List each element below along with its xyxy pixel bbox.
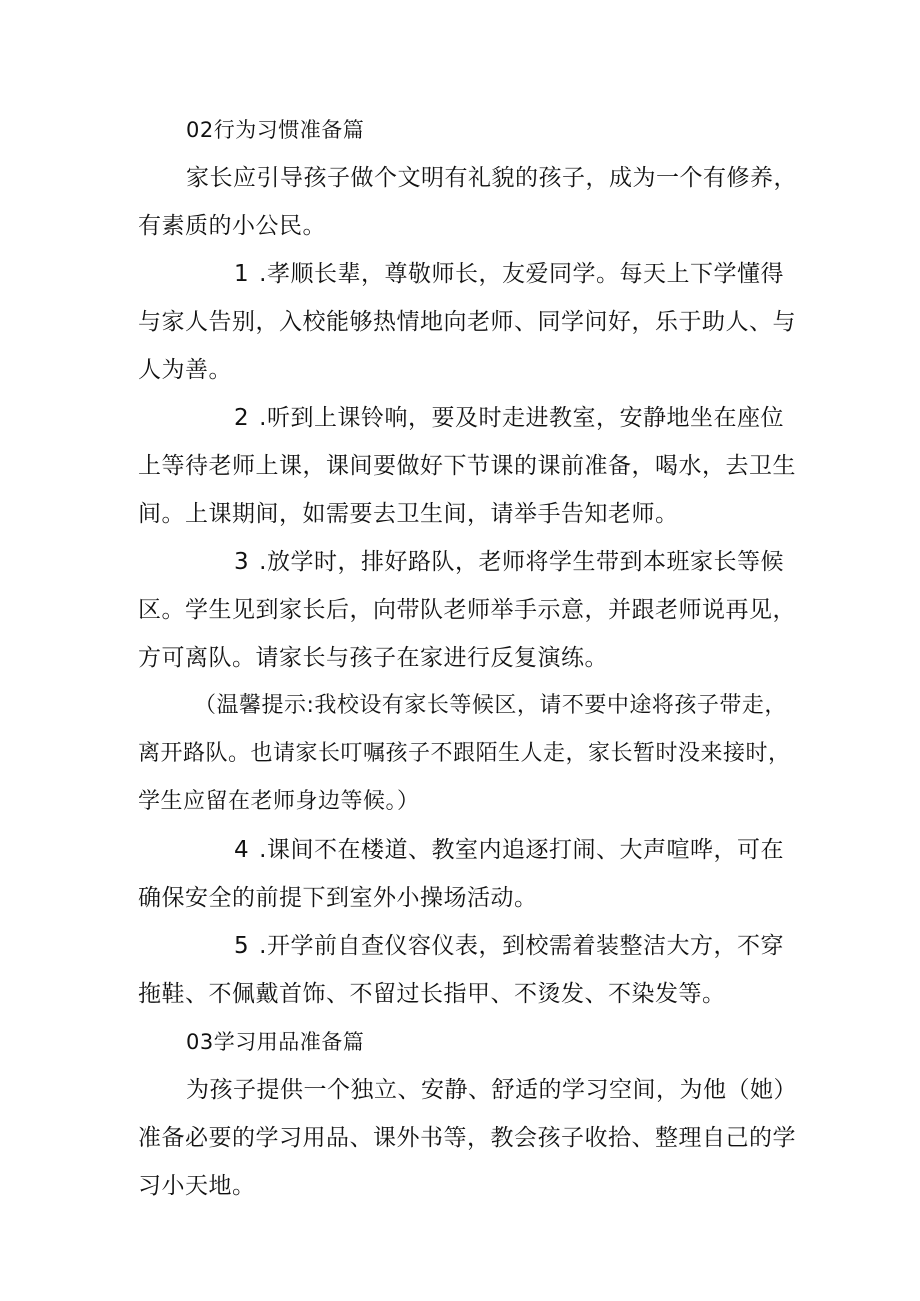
list-item-number: 5 [234, 933, 250, 959]
reminder-note: （温馨提示:我校设有家长等候区，请不要中途将孩子带走，离开路队。也请家长叮嘱孩子不跟陌生人走，家长暂时没来接时，学生应留在老师身边等候。） [138, 693, 791, 814]
list-item-3 [138, 538, 798, 682]
list-item-text: .听到上课铃响，要及时走进教室，安静地坐在座位上等待老师上课，课间要做好下节课的课前准备，喝水，去卫生间。上课期间，如需要去卫生间，请举手告知老师。 [138, 405, 796, 527]
list-item-text: .开学前自查仪容仪表，到校需着装整洁大方，不穿拖鞋、不佩戴首饰、不留过长指甲、不烫发、不染发等。 [138, 933, 784, 1007]
list-item-text: .课间不在楼道、教室内追逐打闹、大声喧哗，可在确保安全的前提下到室外小操场活动。 [138, 837, 784, 911]
list-item-number: 3 [234, 549, 250, 575]
list-item-4 [138, 826, 798, 922]
list-item-5 [138, 922, 798, 1018]
section-03-intro: 为孩子提供一个独立、安静、舒适的学习空间，为他（她）准备必要的学习用品、课外书等，教会孩子收拾、整理自己的学习小天地。 [138, 1077, 797, 1199]
section-02-intro: 家长应引导孩子做个文明有礼貌的孩子，成为一个有修养，有素质的小公民。 [138, 165, 797, 239]
list-item-1 [138, 250, 798, 394]
list-item-number: 2 [234, 405, 250, 431]
list-item-text: .孝顺长辈，尊敬师长，友爱同学。每天上下学懂得与家人告别，入校能够热情地向老师、同学问好，乐于助人、与人为善。 [138, 261, 796, 383]
section-03-heading: 03学习用品准备篇 [186, 1030, 365, 1054]
list-item-text: .放学时，排好路队，老师将学生带到本班家长等候区。学生见到家长后，向带队老师举手示意，并跟老师说再见，方可离队。请家长与孩子在家进行反复演练。 [138, 549, 796, 671]
list-item-number: 4 [234, 837, 250, 863]
list-item-2 [138, 394, 798, 538]
section-02-heading: 02行为习惯准备篇 [186, 118, 365, 142]
list-item-number: 1 [234, 261, 250, 287]
document-body [138, 106, 798, 1210]
